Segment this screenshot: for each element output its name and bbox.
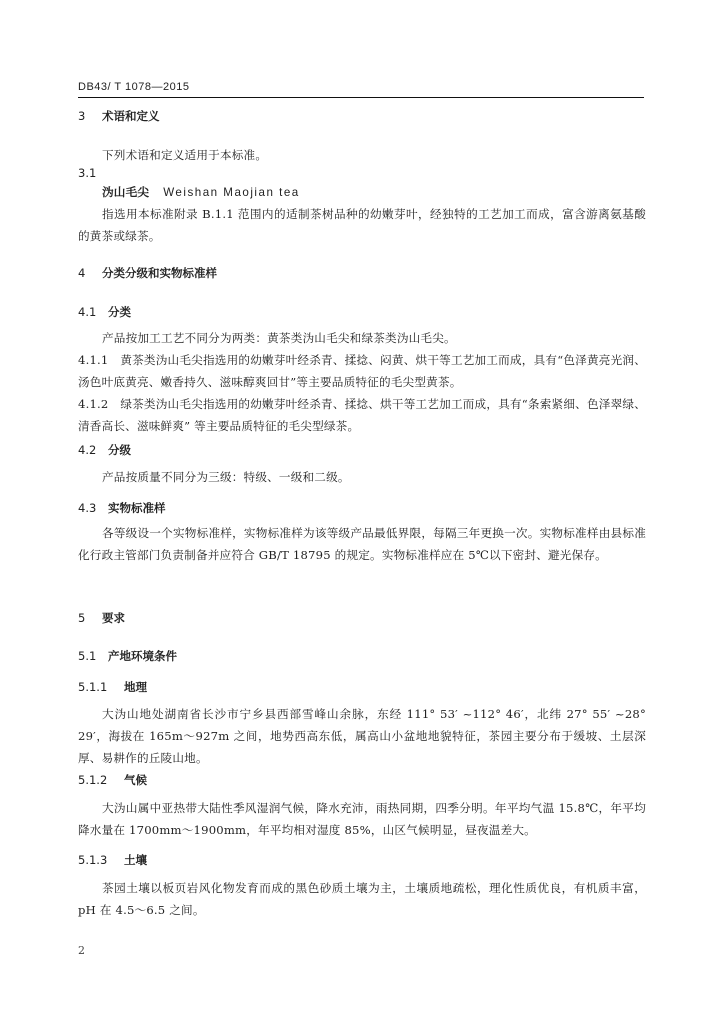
section-5-1-2-heading xyxy=(78,772,147,788)
section-5-heading xyxy=(78,610,125,626)
section-number: 3 xyxy=(78,109,86,123)
section-5-1-3-heading xyxy=(78,852,147,868)
section-number: 5.1 xyxy=(78,649,97,663)
term-chinese: 沩山毛尖 xyxy=(102,185,150,199)
section-title: 土壤 xyxy=(124,853,147,867)
section-4-2-heading xyxy=(78,442,131,458)
section-number: 4.1 xyxy=(78,305,97,319)
section-number: 5 xyxy=(78,611,86,625)
section-4-1-heading xyxy=(78,304,131,320)
clause-4-1-2: 4.1.2 绿茶类沩山毛尖指选用的幼嫩芽叶经杀青、揉捻、烘干等工艺加工而成，具有“条索紧细、色泽翠绿、清香高长、滋味鲜爽” 等主要品质特征的毛尖型绿茶。 xyxy=(78,397,646,433)
page-number: 2 xyxy=(78,944,85,957)
section-number: 5.1.2 xyxy=(78,773,108,787)
section-5-1-1-heading xyxy=(78,679,147,695)
section-title: 要求 xyxy=(102,611,125,625)
standard-code: DB43/ T 1078—2015 xyxy=(78,81,190,93)
section-title: 术语和定义 xyxy=(102,109,160,123)
section-4-3-heading xyxy=(78,500,166,516)
section-4-2-text: 产品按质量不同分为三级：特级、一级和二级。 xyxy=(102,470,350,484)
header-rule xyxy=(78,97,644,98)
term-3-1-definition: 指选用本标准附录 B.1.1 范围内的适制茶树品种的幼嫩芽叶，经独特的工艺加工而成，富含游离氨基酸的黄茶或绿茶。 xyxy=(78,207,646,243)
section-title: 产地环境条件 xyxy=(108,649,177,663)
section-title: 实物标准样 xyxy=(108,501,166,515)
term-3-1 xyxy=(102,184,300,200)
section-3-heading xyxy=(78,108,160,124)
term-number: 3.1 xyxy=(78,166,97,180)
section-5-1-1-text: 大沩山地处湖南省长沙市宁乡县西部雪峰山余脉，东经 111° 53′ ~112° 46′，北纬 27° 55′ ~28° 29′，海拔在 165m～927m 之间，地势西高东低，属高山小盆地地貌特征，茶园主要分布于缓坡、土层深厚、易耕作的丘陵山地。 xyxy=(78,707,646,765)
term-english: Weishan Maojian tea xyxy=(163,186,300,199)
section-title: 气候 xyxy=(124,773,147,787)
section-4-3-text: 各等级设一个实物标准样，实物标准样为该等级产品最低界限，每隔三年更换一次。实物标准样由县标准化行政主管部门负责制备并应符合 GB/T 18795 的规定。实物标准样应在 5℃以下密封、避光保存。 xyxy=(78,526,646,562)
section-title: 分类分级和实物标准样 xyxy=(102,266,217,280)
section-5-1-heading xyxy=(78,648,177,664)
clause-4-1-1: 4.1.1 黄茶类沩山毛尖指选用的幼嫩芽叶经杀青、揉捻、闷黄、烘干等工艺加工而成，具有“色泽黄亮光润、汤色叶底黄亮、嫩香持久、滋味醇爽回甘”等主要品质特征的毛尖型黄茶。 xyxy=(78,353,646,389)
section-title: 地理 xyxy=(124,680,147,694)
section-number: 4.2 xyxy=(78,443,97,457)
section-5-1-3-text: 茶园土壤以板页岩风化物发育而成的黑色砂质土壤为主，土壤质地疏松，理化性质优良，有机质丰富，pH 在 4.5～6.5 之间。 xyxy=(78,881,646,917)
section-number: 5.1.3 xyxy=(78,853,108,867)
section-number: 5.1.1 xyxy=(78,680,108,694)
section-number: 4 xyxy=(78,266,86,280)
section-4-heading xyxy=(78,265,217,281)
section-title: 分类 xyxy=(108,305,131,319)
term-3-1-number xyxy=(78,166,96,180)
section-number: 4.3 xyxy=(78,501,97,515)
section-3-intro: 下列术语和定义适用于本标准。 xyxy=(102,148,268,162)
section-4-1-text: 产品按加工工艺不同分为两类：黄茶类沩山毛尖和绿茶类沩山毛尖。 xyxy=(102,331,456,345)
section-title: 分级 xyxy=(108,443,131,457)
section-5-1-2-text: 大沩山属中亚热带大陆性季风湿润气候，降水充沛，雨热同期，四季分明。年平均气温 15.8℃，年平均降水量在 1700mm～1900mm，年平均相对湿度 85%，山区气候明显，昼夜温差大。 xyxy=(78,801,646,837)
